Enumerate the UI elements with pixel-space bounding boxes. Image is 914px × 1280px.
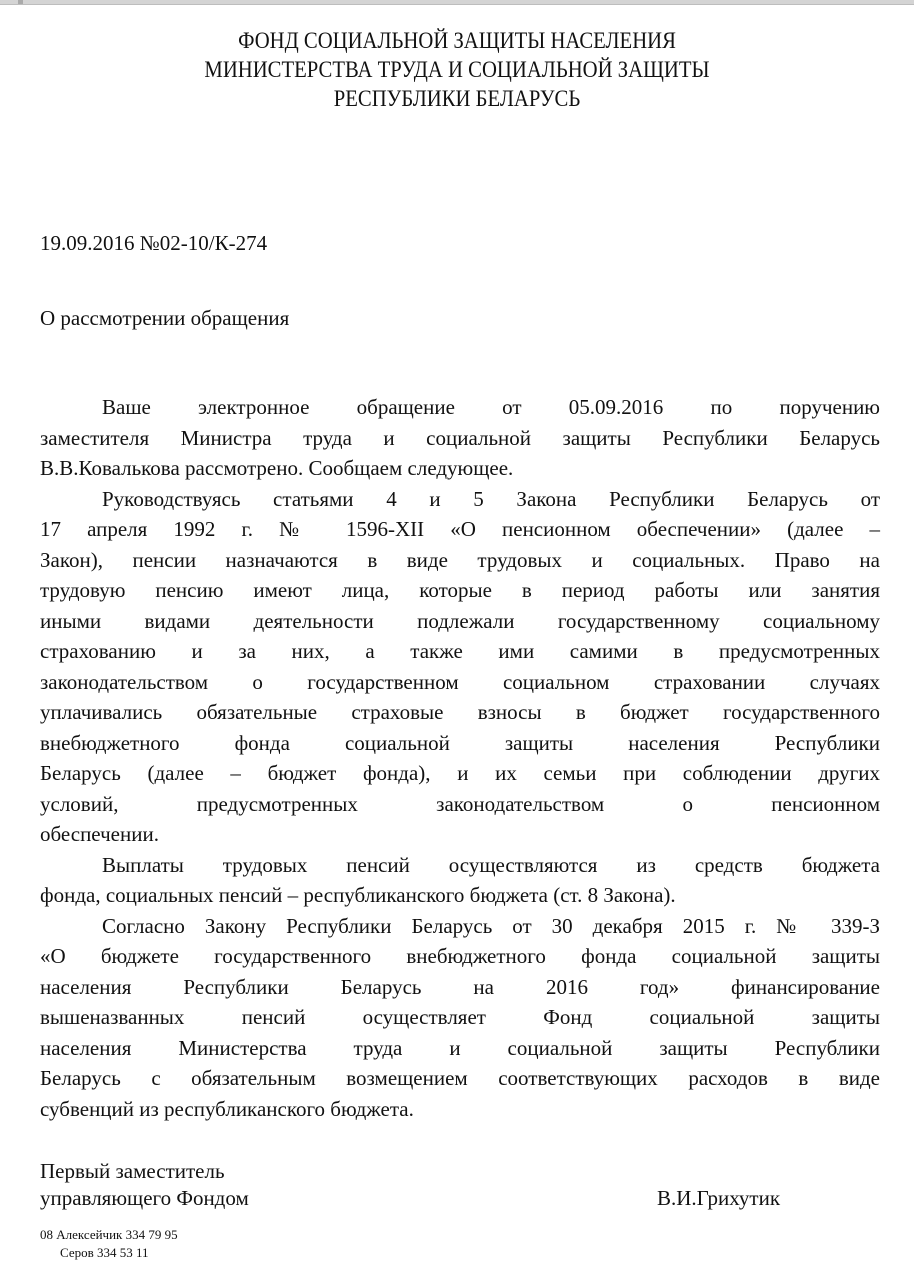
- paragraph: [40, 911, 880, 1125]
- paragraph-line: Беларусь с обязательным возмещением соответствующих расходов в виде: [40, 1066, 880, 1090]
- paragraph-line: обеспечении.: [40, 822, 159, 846]
- subject-line: О рассмотрении обращения: [40, 306, 290, 330]
- paragraph-line: трудовую пенсию имеют лица, которые в период работы или занятия: [40, 578, 880, 602]
- paragraph-line: условий, предусмотренных законодательством о пенсионном: [40, 791, 880, 816]
- paragraph-line: В.В.Ковалькова рассмотрено. Сообщаем следующее.: [40, 456, 514, 480]
- window-corner-marker: [18, 0, 23, 4]
- executor-line: Серов 334 53 11: [60, 1245, 149, 1260]
- paragraph-line: уплачивались обязательные страховые взносы в бюджет государственного: [40, 700, 880, 724]
- signatory-position-line: Первый заместитель: [40, 1159, 225, 1183]
- paragraph-line: Закон), пенсии назначаются в виде трудовых и социальных. Право на: [40, 547, 880, 572]
- paragraph-line: законодательством о государственном социальном страховании случаях: [40, 669, 880, 694]
- paragraph-line: населения Республики Беларусь на 2016 год» финансирование: [40, 974, 880, 999]
- paragraph-line: Согласно Закону Республики Беларусь от 30 декабря 2015 г. № 339-З: [102, 913, 880, 938]
- paragraph-line: страхованию и за них, а также ими самими в предусмотренных: [40, 639, 880, 663]
- paragraph-line: вышеназванных пенсий осуществляет Фонд социальной защиты: [40, 1005, 880, 1029]
- paragraph-line: Ваше электронное обращение от 05.09.2016 по поручению: [102, 395, 880, 419]
- signatory-position-line: управляющего Фондом: [40, 1186, 249, 1210]
- letterhead-line: МИНИСТЕРСТВА ТРУДА И СОЦИАЛЬНОЙ ЗАЩИТЫ: [204, 57, 710, 82]
- executor-info: [40, 1226, 178, 1262]
- paragraph-line: субвенций из республиканского бюджета.: [40, 1096, 414, 1121]
- paragraph-line: «О бюджете государственного внебюджетного фонда социальной защиты: [40, 944, 880, 968]
- paragraph-line: фонда, социальных пенсий – республиканского бюджета (ст. 8 Закона).: [40, 883, 676, 907]
- paragraph-line: населения Министерства труда и социальной защиты Республики: [40, 1035, 880, 1060]
- letterhead-line: РЕСПУБЛИКИ БЕЛАРУСЬ: [333, 86, 581, 111]
- paragraph: [40, 484, 880, 850]
- paragraph: [40, 392, 880, 484]
- paragraph-line: Беларусь (далее – бюджет фонда), и их семьи при соблюдении других: [40, 761, 880, 785]
- paragraph-line: Руководствуясь статьями 4 и 5 Закона Республики Беларусь от: [102, 486, 880, 511]
- paragraph-line: заместителя Министра труда и социальной защиты Республики Беларусь: [40, 425, 880, 450]
- letterhead: [0, 26, 914, 113]
- paragraph-line: Выплаты трудовых пенсий осуществляются из средств бюджета: [102, 852, 880, 877]
- paragraph-line: 17 апреля 1992 г. № 1596-XII «О пенсионном обеспечении» (далее –: [40, 517, 880, 541]
- paragraph-line: внебюджетного фонда социальной защиты населения Республики: [40, 730, 880, 755]
- executor-line: 08 Алексейчик 334 79 95: [40, 1227, 178, 1242]
- reference-number: 19.09.2016 №02-10/К-274: [40, 231, 268, 255]
- paragraph: [40, 850, 880, 911]
- paragraph-line: иными видами деятельности подлежали государственному социальному: [40, 608, 880, 633]
- window-top-bar: [0, 0, 914, 5]
- signatory-name: В.И.Грихутик: [657, 1186, 781, 1210]
- letterhead-line: ФОНД СОЦИАЛЬНОЙ ЗАЩИТЫ НАСЕЛЕНИЯ: [238, 28, 676, 53]
- letter-body: [40, 392, 880, 1124]
- signatory-position: [40, 1158, 249, 1212]
